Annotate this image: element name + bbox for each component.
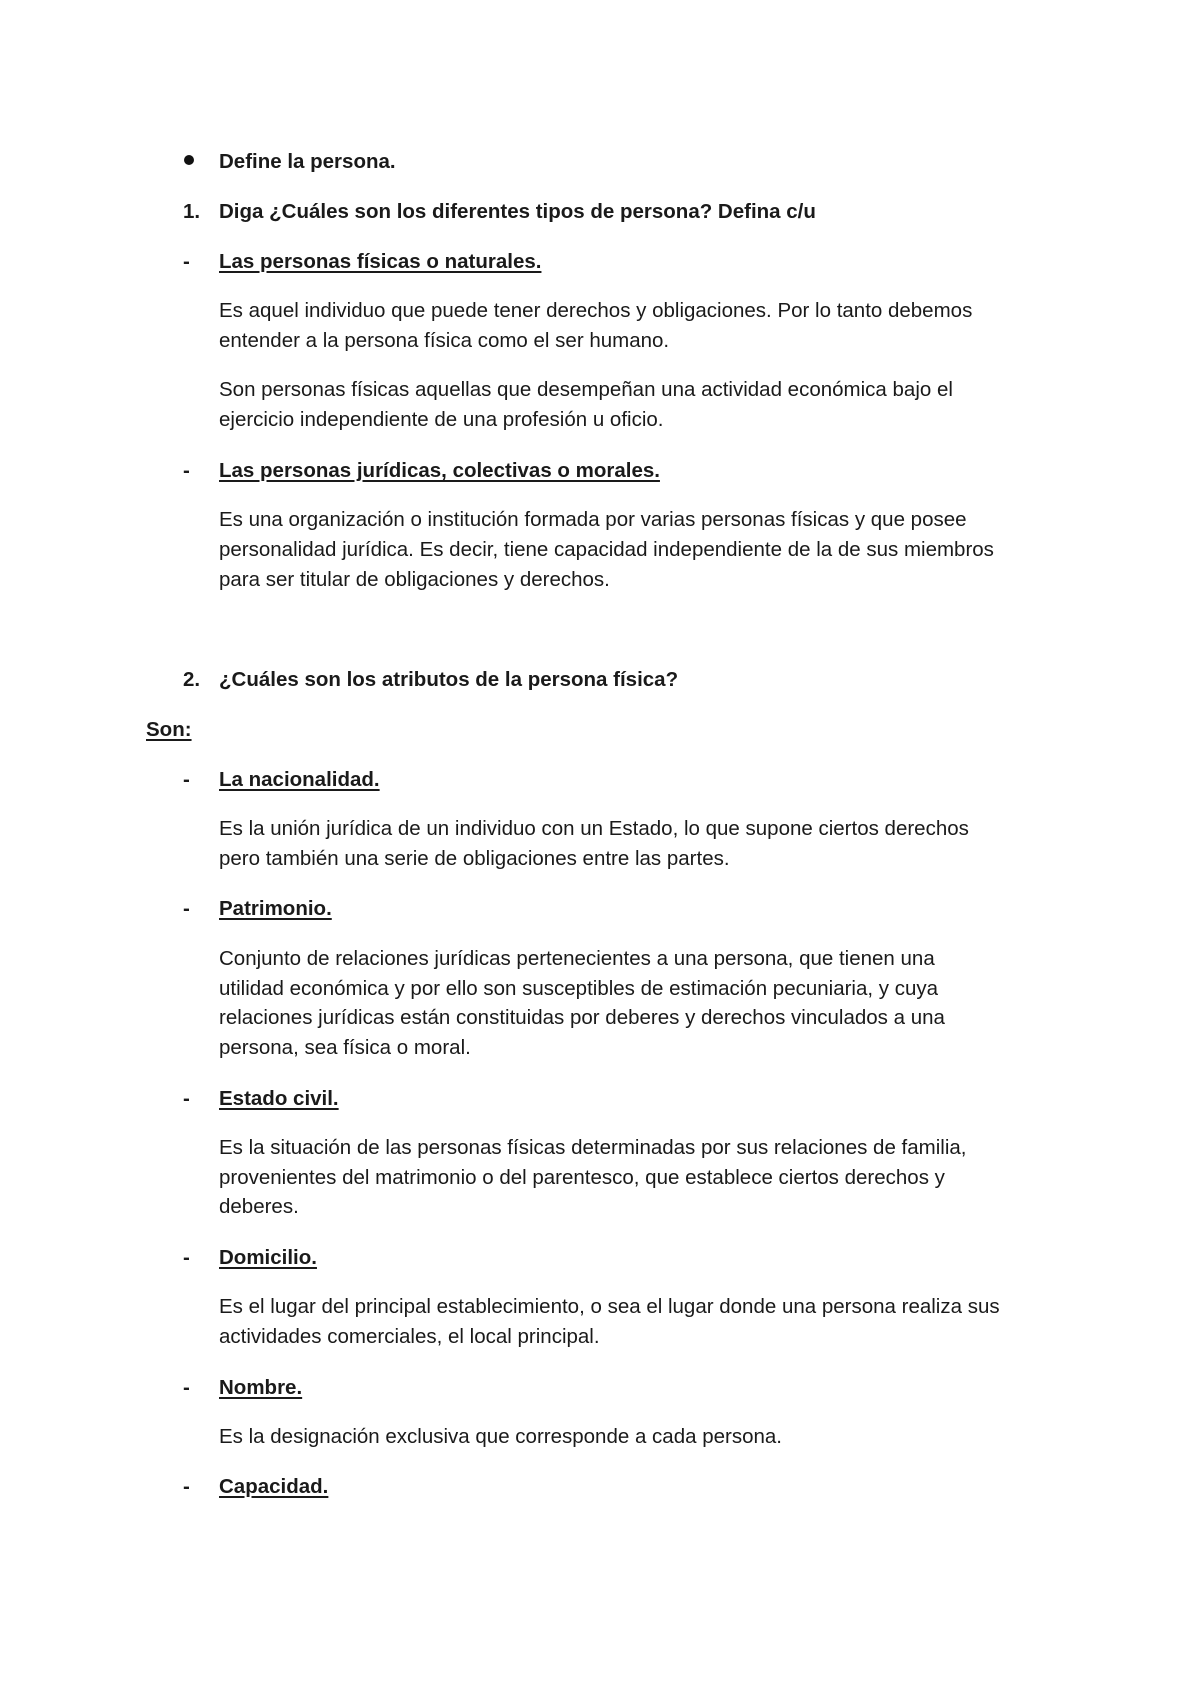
paragraph-line: Es aquel individuo que puede tener derechos y obligaciones. Por lo tanto debemos — [219, 299, 973, 322]
question-2-number: 2. — [183, 668, 201, 691]
paragraph-line: deberes. — [219, 1195, 299, 1218]
section-heading-capacidad: Capacidad. — [219, 1475, 329, 1498]
paragraph-line: Es la situación de las personas físicas determinadas por sus relaciones de familia, — [219, 1136, 967, 1159]
paragraph-line: Conjunto de relaciones jurídicas pertenecientes a una persona, que tienen una — [219, 947, 935, 970]
question-2-text: ¿Cuáles son los atributos de la persona física? — [219, 668, 679, 691]
intro-label: Son: — [146, 718, 192, 741]
section-heading-personas-juridicas: Las personas jurídicas, colectivas o morales. — [219, 459, 660, 482]
bullet-dot — [184, 155, 194, 165]
paragraph-line: Son personas físicas aquellas que desempeñan una actividad económica bajo el — [219, 378, 953, 401]
paragraph-line: pero también una serie de obligaciones entre las partes. — [219, 847, 730, 870]
paragraph-line: Es la unión jurídica de un individuo con un Estado, lo que supone ciertos derechos — [219, 817, 969, 840]
paragraph-line: personalidad jurídica. Es decir, tiene capacidad independiente de la de sus miembros — [219, 538, 994, 561]
list-dash: - — [183, 1475, 190, 1498]
section-heading-domicilio: Domicilio. — [219, 1246, 317, 1269]
question-1-text: Diga ¿Cuáles son los diferentes tipos de persona? Defina c/u — [219, 200, 816, 223]
list-dash: - — [183, 1246, 190, 1269]
paragraph-line: Es una organización o institución formada por varias personas físicas y que posee — [219, 508, 967, 531]
list-dash: - — [183, 459, 190, 482]
list-dash: - — [183, 250, 190, 273]
list-dash: - — [183, 1376, 190, 1399]
paragraph-line: relaciones jurídicas están constituidas por deberes y derechos vinculados a una — [219, 1006, 945, 1029]
question-1-number: 1. — [183, 200, 201, 223]
list-dash: - — [183, 897, 190, 920]
paragraph-line: actividades comerciales, el local principal. — [219, 1325, 600, 1348]
paragraph-line: persona, sea física o moral. — [219, 1036, 471, 1059]
paragraph-line: provenientes del matrimonio o del parentesco, que establece ciertos derechos y — [219, 1166, 945, 1189]
paragraph-line: Es la designación exclusiva que corresponde a cada persona. — [219, 1425, 782, 1448]
list-dash: - — [183, 1087, 190, 1110]
paragraph-line: entender a la persona física como el ser humano. — [219, 329, 670, 352]
section-heading-nombre: Nombre. — [219, 1376, 303, 1399]
question-define-persona: Define la persona. — [219, 150, 396, 173]
section-heading-patrimonio: Patrimonio. — [219, 897, 332, 920]
paragraph-line: utilidad económica y por ello son susceptibles de estimación pecuniaria, y cuya — [219, 977, 939, 1000]
section-heading-estado-civil: Estado civil. — [219, 1087, 339, 1110]
section-heading-personas-fisicas: Las personas físicas o naturales. — [219, 250, 542, 273]
section-heading-nacionalidad: La nacionalidad. — [219, 768, 380, 791]
list-dash: - — [183, 768, 190, 791]
paragraph-line: para ser titular de obligaciones y derechos. — [219, 568, 610, 591]
paragraph-line: Es el lugar del principal establecimiento, o sea el lugar donde una persona realiza sus — [219, 1295, 1000, 1318]
paragraph-line: ejercicio independiente de una profesión u oficio. — [219, 408, 664, 431]
